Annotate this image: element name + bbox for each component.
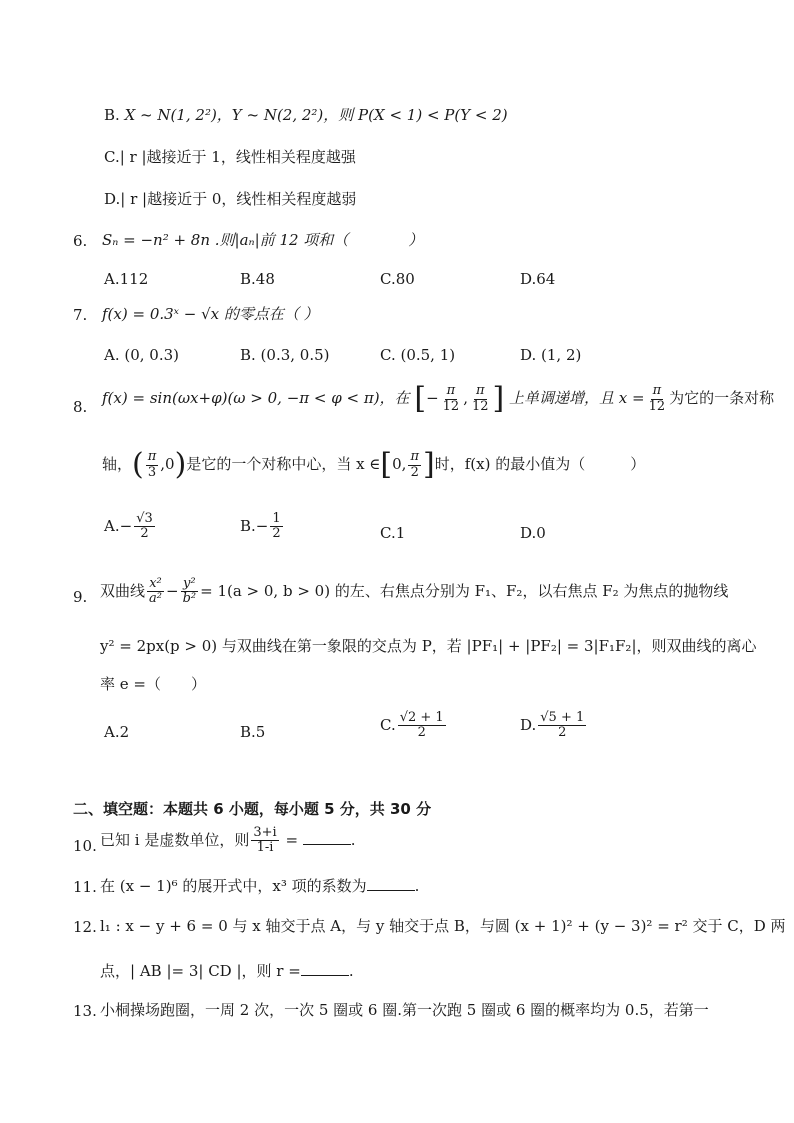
answer-blank bbox=[303, 832, 351, 845]
option-d: D. $\frac{√5 + 1}{2}$ bbox=[520, 710, 585, 741]
question-number: 13. bbox=[73, 1002, 97, 1020]
question-number: 7. bbox=[73, 306, 88, 324]
question-stem: 在 (x − 1)⁶ 的展开式中，x³ 项的系数为 . bbox=[100, 877, 420, 895]
question-line-1: 双曲线 $\frac{\text{x²}}{\text{a²}}$ − $\frac{\text{y²}}{\text{b²}}$ = 1(a > 0, b > 0) 的左、右焦点分别为 F₁、F₂，以右焦点 F₂ 为焦点的抛物线 bbox=[100, 576, 729, 607]
question-line-2: 点，| AB |= 3| CD |，则 r = . bbox=[100, 962, 354, 980]
question-line-1: f(x) = sin(ωx+φ)(ω > 0, −π < φ < π)，在 [− $\frac{\pi}{12}$ , $\frac{\pi}{12}$ ] 上单调递增，且 x = $\frac{\pi}{12}$ 为它的一条对称 bbox=[102, 381, 775, 416]
option-b: B. (0.3, 0.5) bbox=[240, 346, 330, 364]
option-d: D.| r |越接近于 0，线性相关程度越弱 bbox=[104, 190, 357, 208]
option-a: A.− $\frac{√3}{2}$ bbox=[104, 511, 153, 542]
question-number: 12. bbox=[73, 918, 97, 936]
option-text: X ~ N(1, 2²)，Y ~ N(2, 2²)，则 P(X < 1) < P(Y < 2) bbox=[124, 106, 508, 124]
option-d: D. (1, 2) bbox=[520, 346, 582, 364]
question-stem: Sₙ = −n² + 8n .则|aₙ|前 12 项和（ ） bbox=[102, 231, 424, 249]
question-number: 9. bbox=[73, 588, 88, 606]
option-a: A.112 bbox=[104, 270, 149, 288]
question-line-2: y² = 2px(p > 0) 与双曲线在第一象限的交点为 P，若 |PF₁| + |PF₂| = 3|F₁F₂|，则双曲线的离心 bbox=[100, 637, 757, 655]
option-c: C.| r |越接近于 1，线性相关程度越强 bbox=[104, 148, 356, 166]
question-line-1: 小桐操场跑圈，一周 2 次，一次 5 圈或 6 圈.第一次跑 5 圈或 6 圈的概率均为 0.5，若第一 bbox=[100, 1001, 709, 1019]
option-c: C.1 bbox=[380, 524, 406, 542]
question-number: 8. bbox=[73, 398, 88, 416]
question-number: 10. bbox=[73, 837, 97, 855]
answer-blank bbox=[301, 963, 349, 976]
option-d: D.0 bbox=[520, 524, 546, 542]
option-a: A. (0, 0.3) bbox=[104, 346, 180, 364]
question-number: 6. bbox=[73, 232, 88, 250]
option-b bbox=[104, 106, 508, 124]
option-b: B.5 bbox=[240, 723, 266, 741]
question-line-1: l₁ : x − y + 6 = 0 与 x 轴交于点 A，与 y 轴交于点 B，与圆 (x + 1)² + (y − 3)² = r² 交于 C，D 两 bbox=[100, 917, 786, 935]
question-line-3: 率 e =（ ） bbox=[100, 675, 206, 693]
option-b: B.− $\frac{1}{2}$ bbox=[240, 511, 281, 542]
option-c: C. $\frac{√2 + 1}{2}$ bbox=[380, 710, 444, 741]
option-d: D.64 bbox=[520, 270, 556, 288]
option-b: B.48 bbox=[240, 270, 275, 288]
option-label: B. bbox=[104, 106, 125, 124]
option-a: A.2 bbox=[104, 723, 130, 741]
option-c: C. (0.5, 1) bbox=[380, 346, 456, 364]
option-c: C.80 bbox=[380, 270, 415, 288]
question-number: 11. bbox=[73, 878, 97, 896]
question-stem: f(x) = 0.3ˣ − √x 的零点在（ ） bbox=[102, 305, 319, 323]
answer-blank bbox=[367, 878, 415, 891]
question-stem: 已知 i 是虚数单位，则 $\frac{3+i}{1-i}$ = . bbox=[100, 825, 356, 856]
section-heading: 二、填空题：本题共 6 小题，每小题 5 分，共 30 分 bbox=[73, 800, 432, 818]
question-line-2: 轴，( $\frac{\pi}{3}$ ,0)是它的一个对称中心，当 x ∈[0, $\frac{\pi}{2}$ ]时，f(x) 的最小值为（ ） bbox=[102, 447, 646, 482]
